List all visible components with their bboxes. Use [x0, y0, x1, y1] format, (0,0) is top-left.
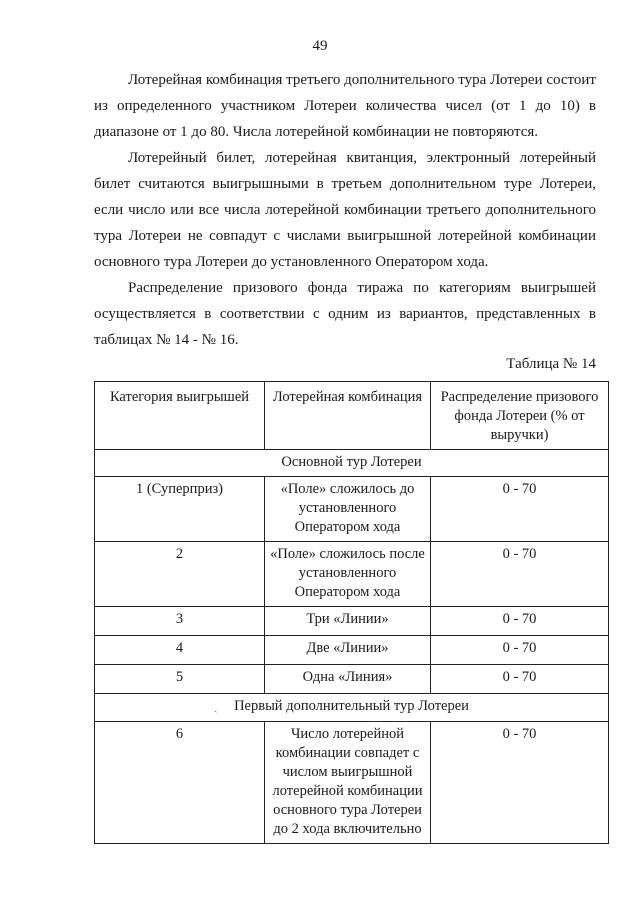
- cell-combination: Число лотерейной комбинации совпадет с числом выигрышной лотерейной комбинации основного тура Лотереи до 2 хода включительно: [265, 722, 431, 844]
- cell-distribution: 0 - 70: [431, 665, 609, 694]
- section-title-first-additional-tour: [95, 694, 609, 722]
- cell-combination: Две «Линии»: [265, 636, 431, 665]
- section-title-main-tour: Основной тур Лотереи: [95, 450, 609, 477]
- scan-mark: ˏ: [214, 702, 218, 713]
- cell-distribution: 0 - 70: [431, 477, 609, 542]
- cell-distribution: 0 - 70: [431, 636, 609, 665]
- cell-category: 3: [95, 607, 265, 636]
- table-row: [95, 542, 609, 607]
- header-category: Категория выигрышей: [95, 382, 265, 450]
- table-row: [95, 477, 609, 542]
- paragraph-winning-conditions: Лотерейный билет, лотерейная квитанция, электронный лотерейный билет считаются выигрышными в третьем дополнительном туре Лотереи, если число или все числа лотерейной комбинации третьего дополнительного тура Лотереи не совпадут с числами выигрышной лотерейной комбинации основного тура Лотереи до установленного Оператором хода.: [94, 150, 596, 270]
- cell-combination: Три «Линии»: [265, 607, 431, 636]
- page-number: 49: [312, 38, 328, 54]
- section-row-first-additional-tour: [95, 694, 609, 722]
- cell-category: 4: [95, 636, 265, 665]
- cell-category: 1 (Суперприз): [95, 477, 265, 542]
- table-header-row: [95, 382, 609, 450]
- table-row: [95, 636, 609, 665]
- section-row-main-tour: [95, 450, 609, 477]
- cell-combination: Одна «Линия»: [265, 665, 431, 694]
- cell-distribution: 0 - 70: [431, 722, 609, 844]
- header-combination: Лотерейная комбинация: [265, 382, 431, 450]
- table-caption: Таблица № 14: [506, 356, 596, 372]
- cell-distribution: 0 - 70: [431, 607, 609, 636]
- cell-distribution: 0 - 70: [431, 542, 609, 607]
- prize-distribution-table: [94, 381, 609, 844]
- header-distribution: Распределение призового фонда Лотереи (% от выручки): [431, 382, 609, 450]
- section-title-text: Первый дополнительный тур Лотереи: [234, 698, 469, 714]
- paragraph-combination-definition: Лотерейная комбинация третьего дополнительного тура Лотереи состоит из определенного участником Лотереи количества чисел (от 1 до 10) в диапазоне от 1 до 80. Числа лотерейной комбинации не повторяются.: [94, 72, 596, 140]
- paragraph-prize-distribution: Распределение призового фонда тиража по категориям выигрышей осуществляется в соответствии с одним из вариантов, представленных в таблицах № 14 - № 16.: [94, 280, 596, 348]
- cell-category: 5: [95, 665, 265, 694]
- cell-combination: «Поле» сложилось до установленного Оператором хода: [265, 477, 431, 542]
- table-row: [95, 607, 609, 636]
- table-row: [95, 665, 609, 694]
- cell-category: 2: [95, 542, 265, 607]
- table-row: [95, 722, 609, 844]
- cell-category: 6: [95, 722, 265, 844]
- cell-combination: «Поле» сложилось после установленного Оператором хода: [265, 542, 431, 607]
